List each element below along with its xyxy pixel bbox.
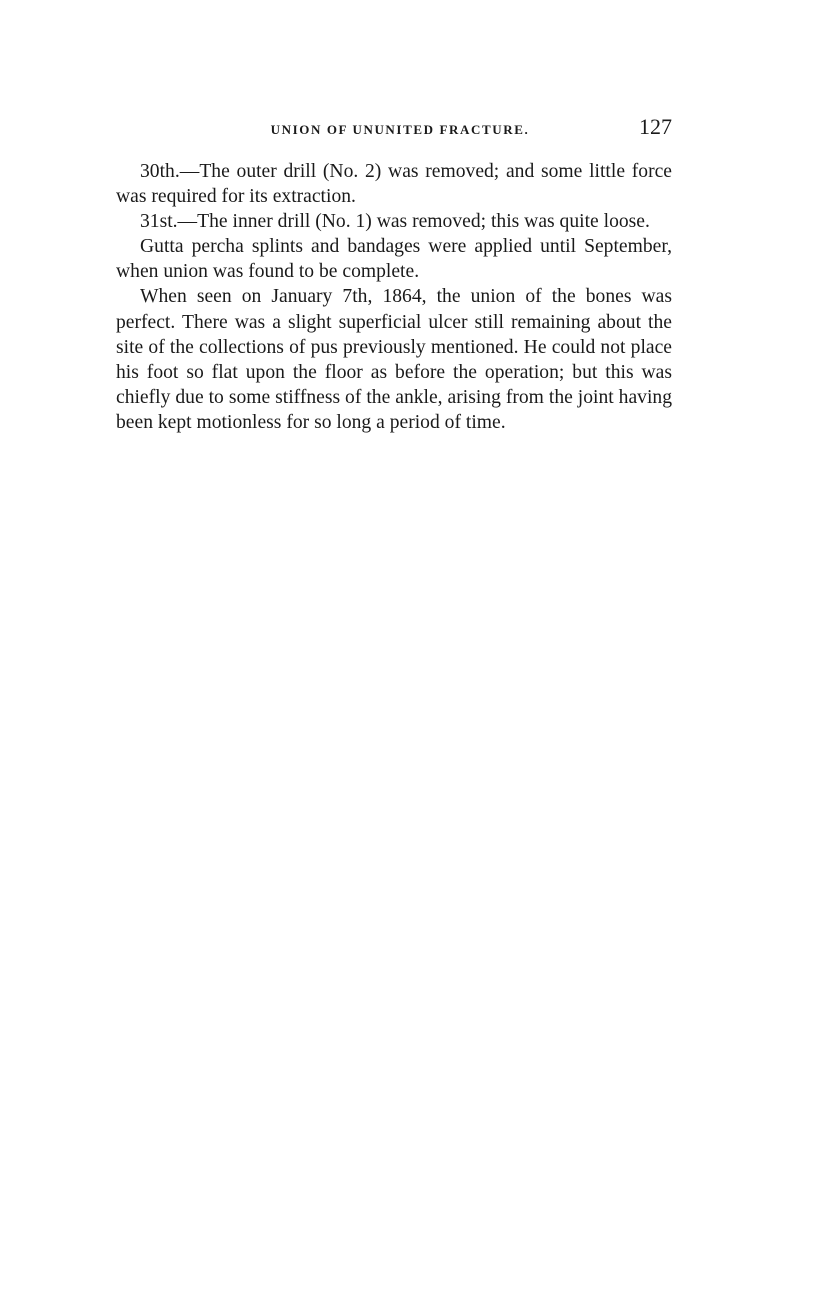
running-title: UNION OF UNUNITED FRACTURE. [270,122,530,137]
paragraph: 30th.—The outer drill (No. 2) was removed; and some little force was required for its extraction. [116,161,672,208]
paragraph: 31st.—The inner drill (No. 1) was removed; this was quite loose. [140,211,650,233]
running-head [116,114,676,144]
paragraph: When seen on January 7th, 1864, the union of the bones was perfect. There was a slight superficial ulcer still remaining about the site of the collections of pus previously mentioned. He could not place his foot so flat upon the floor as before the operation; but this was chiefly due to some stiffness of the ankle, arising from the joint having been kept motionless for so long a period of time. [116,286,672,433]
page-number: 127 [639,114,672,139]
body-text [116,159,672,435]
paragraph: Gutta percha splints and bandages were applied until September, when union was found to be complete. [116,236,672,283]
